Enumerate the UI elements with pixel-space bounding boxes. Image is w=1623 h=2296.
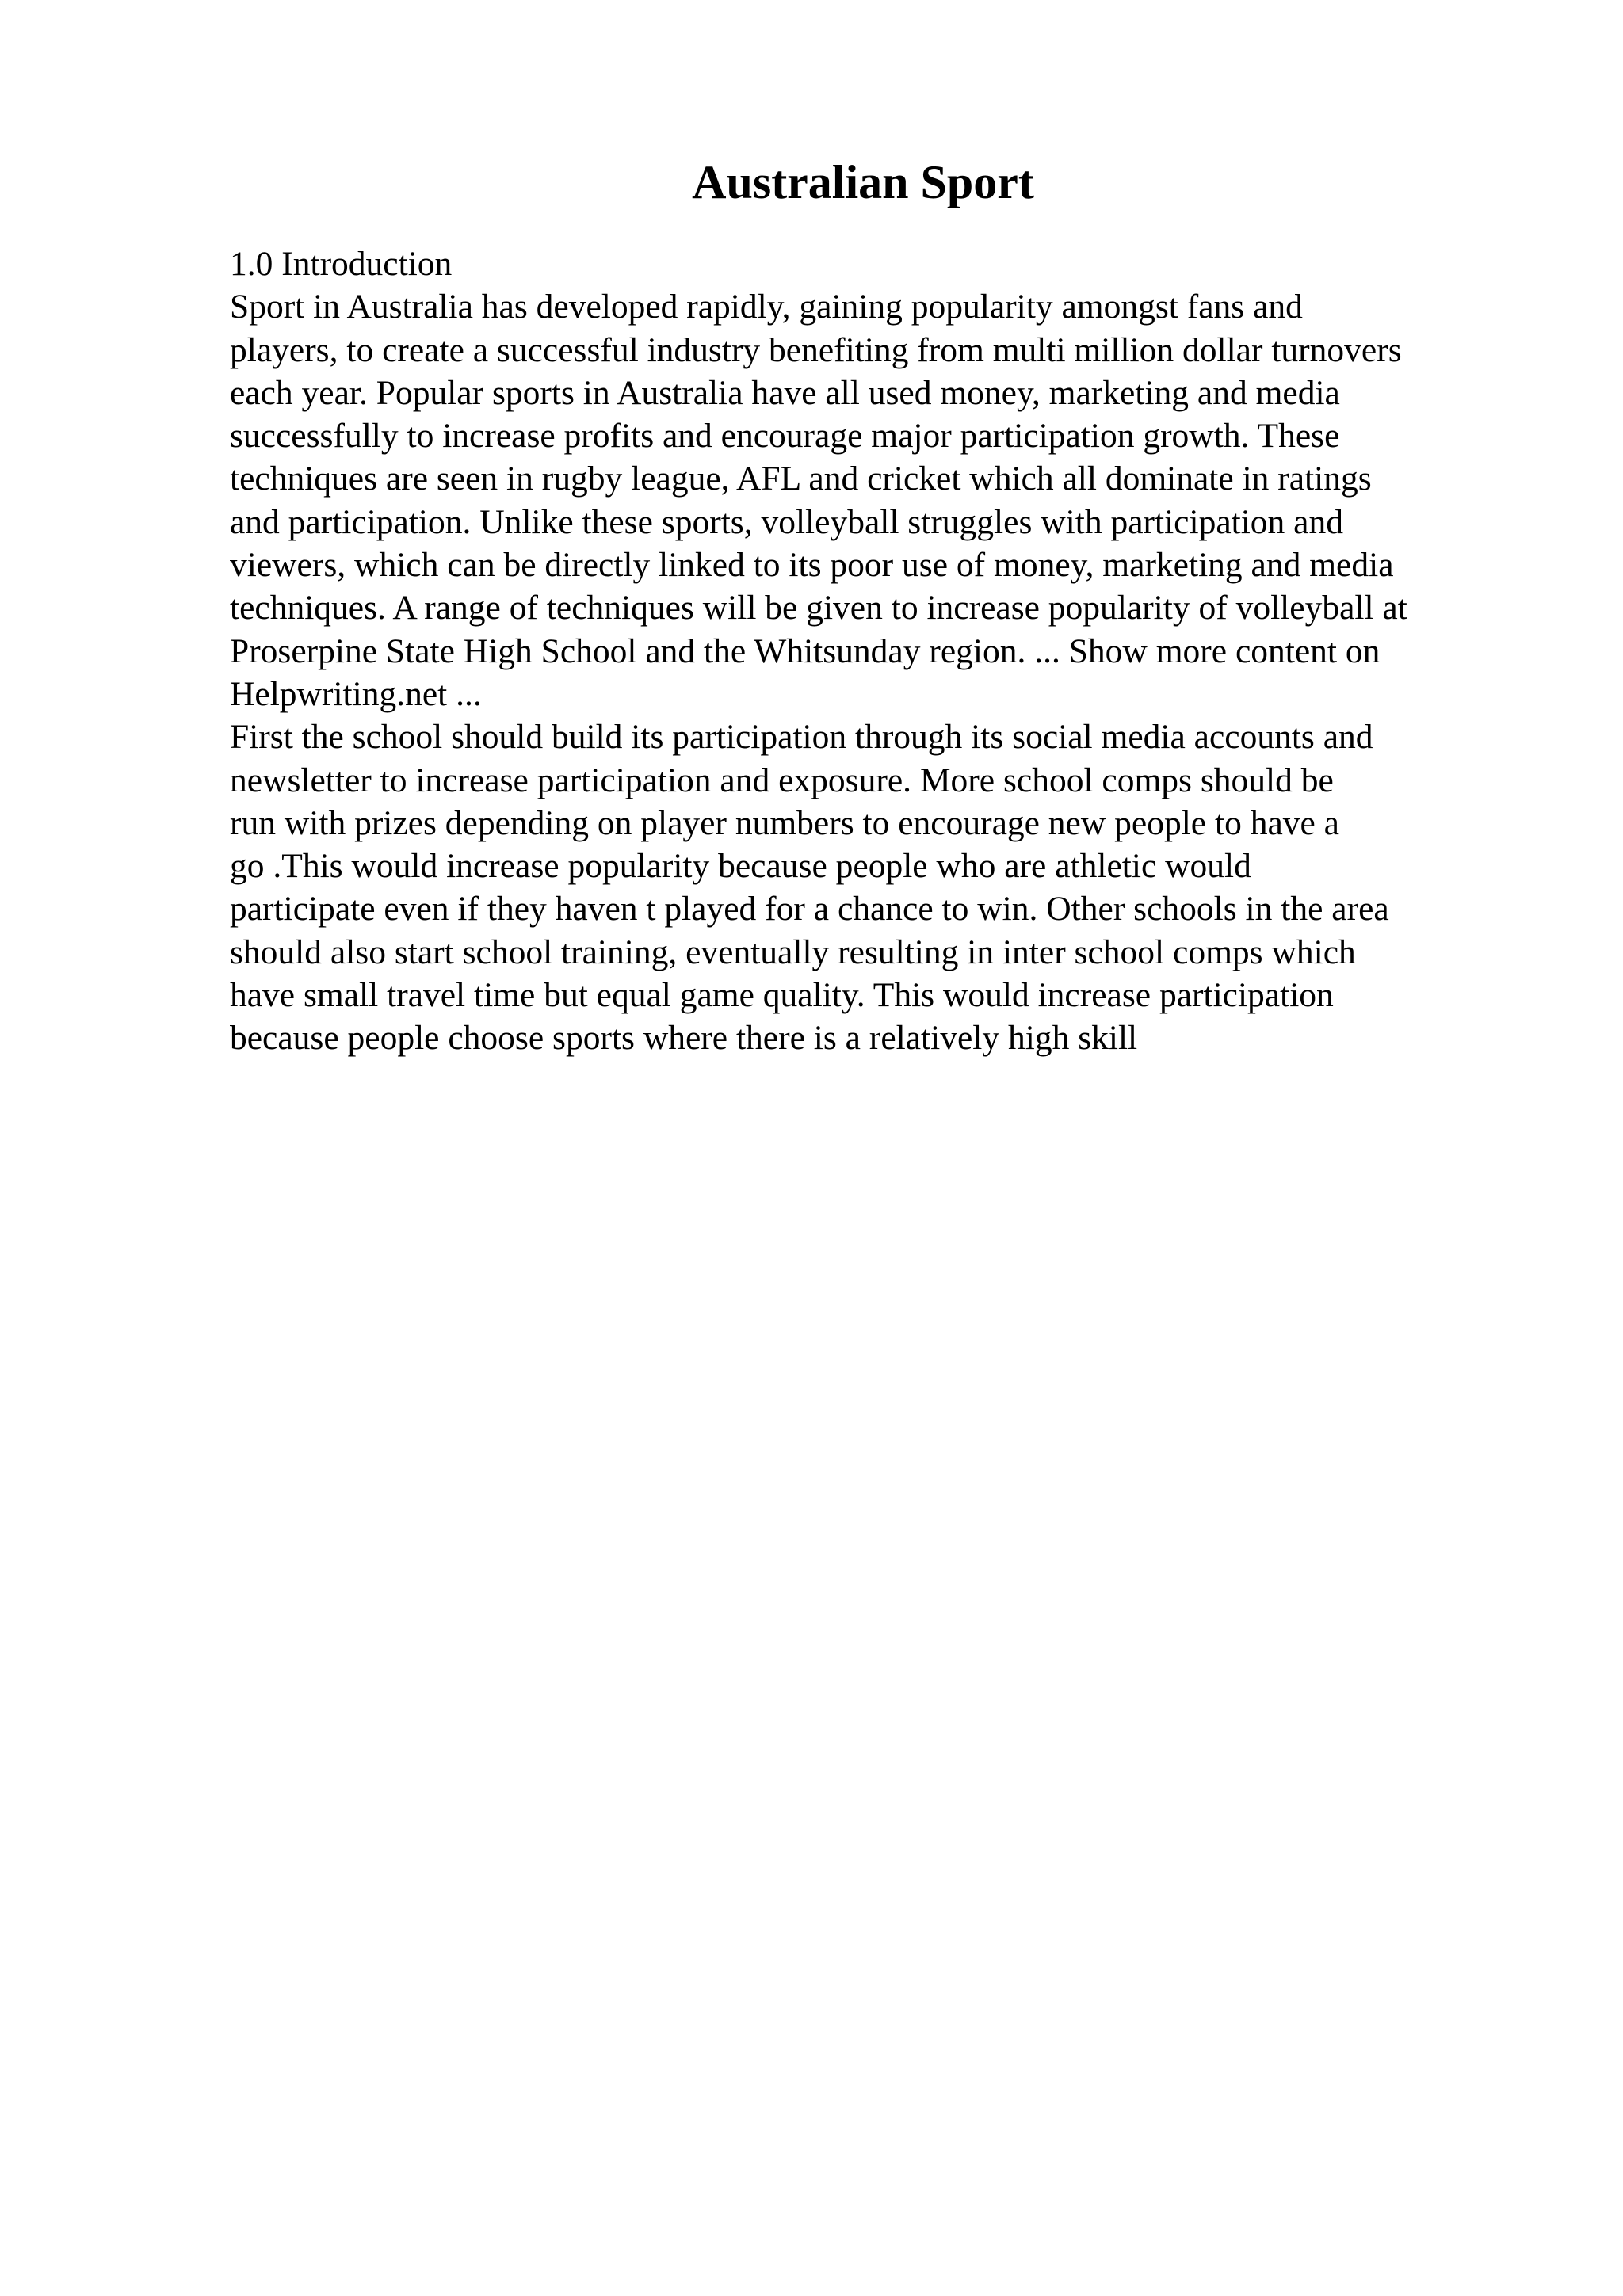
- body-line: successfully to increase profits and encourage major participation growth. These: [230, 417, 1340, 456]
- body-line: techniques. A range of techniques will be given to increase popularity of volleyball at: [230, 589, 1407, 627]
- body-line: newsletter to increase participation and exposure. More school comps should be: [230, 761, 1334, 799]
- body-line: have small travel time but equal game quality. This would increase participation: [230, 976, 1334, 1015]
- body-line: techniques are seen in rugby league, AFL and cricket which all dominate in ratings: [230, 460, 1372, 498]
- document-title: Australian Sport: [692, 156, 1034, 208]
- body-line: Sport in Australia has developed rapidly, gaining popularity amongst fans and: [230, 288, 1303, 326]
- body-line: each year. Popular sports in Australia have all used money, marketing and media: [230, 373, 1340, 412]
- body-line: players, to create a successful industry benefiting from multi million dollar turnovers: [230, 330, 1402, 369]
- body-line: First the school should build its participation through its social media accounts and: [230, 718, 1373, 757]
- body-line: and participation. Unlike these sports, volleyball struggles with participation and: [230, 502, 1343, 541]
- body-line: run with prizes depending on player numbers to encourage new people to have a: [230, 803, 1339, 842]
- body-line: because people choose sports where there is a relatively high skill: [230, 1019, 1138, 1058]
- body-line: viewers, which can be directly linked to its poor use of money, marketing and media: [230, 546, 1394, 585]
- body-line: Helpwriting.net ...: [230, 674, 482, 713]
- body-line: should also start school training, eventually resulting in inter school comps which: [230, 933, 1356, 971]
- document-body: [230, 242, 1514, 1060]
- body-line: 1.0 Introduction: [230, 245, 453, 283]
- body-line: go .This would increase popularity because people who are athletic would: [230, 847, 1251, 886]
- body-line: participate even if they haven t played for a chance to win. Other schools in the area: [230, 890, 1389, 929]
- body-line: Proserpine State High School and the Whitsunday region. ... Show more content on: [230, 631, 1381, 670]
